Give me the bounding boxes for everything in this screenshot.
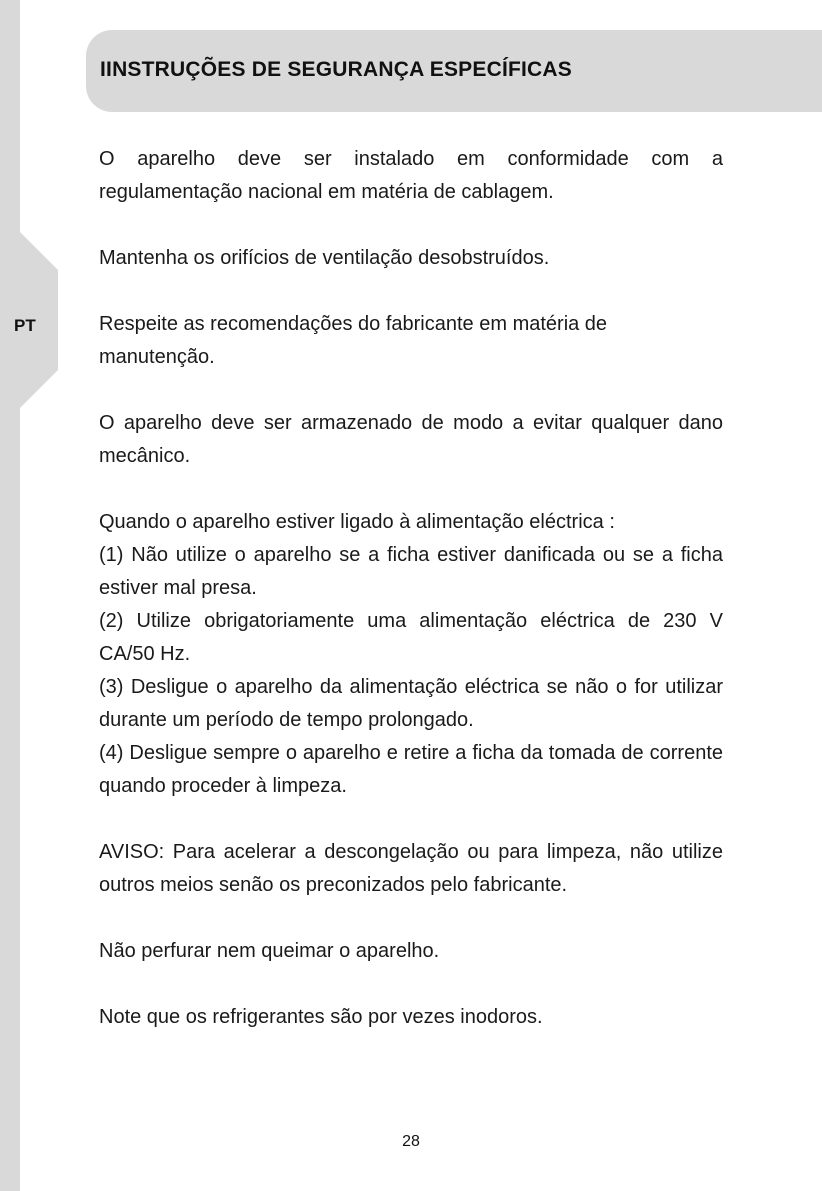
side-bar (0, 0, 60, 1191)
paragraph-storage: O aparelho deve ser armazenado de modo a evitar qualquer dano mecânico. (99, 412, 723, 467)
paragraph-warning: AVISO: Para acelerar a descongelação ou para limpeza, não utilize outros meios senão os preconizados pelo fabricante. (99, 841, 723, 896)
list-item-1: (1) Não utilize o aparelho se a ficha estiver danificada ou se a ficha estiver mal presa. (99, 544, 723, 599)
paragraph-ventilation: Mantenha os orifícios de ventilação desobstruídos. (99, 247, 550, 269)
paragraph-refrigerant: Note que os refrigerantes são por vezes inodoros. (99, 1006, 543, 1028)
paragraph-maintenance: Respeite as recomendações do fabricante em matéria de manutenção. (99, 313, 608, 368)
language-tab-label: PT (14, 316, 36, 335)
list-item-3: (3) Desligue o aparelho da alimentação eléctrica se não o for utilizar durante um período de tempo prolongado. (99, 676, 723, 731)
paragraph-power-intro: Quando o aparelho estiver ligado à alimentação eléctrica : (99, 511, 615, 533)
page-title: IINSTRUÇÕES DE SEGURANÇA ESPECÍFICAS (100, 58, 572, 81)
list-item-2: (2) Utilize obrigatoriamente uma alimentação eléctrica de 230 V CA/50 Hz. (99, 610, 723, 665)
header-band (86, 30, 822, 112)
side-bar-shape (0, 0, 60, 1191)
paragraph-installation: O aparelho deve ser instalado em conformidade com a regulamentação nacional em matéria de cablagem. (99, 148, 723, 203)
paragraph-no-puncture: Não perfurar nem queimar o aparelho. (99, 940, 440, 962)
page-number: 28 (402, 1133, 420, 1150)
list-item-4: (4) Desligue sempre o aparelho e retire a ficha da tomada de corrente quando proceder à limpeza. (99, 742, 723, 797)
content (99, 143, 723, 1034)
